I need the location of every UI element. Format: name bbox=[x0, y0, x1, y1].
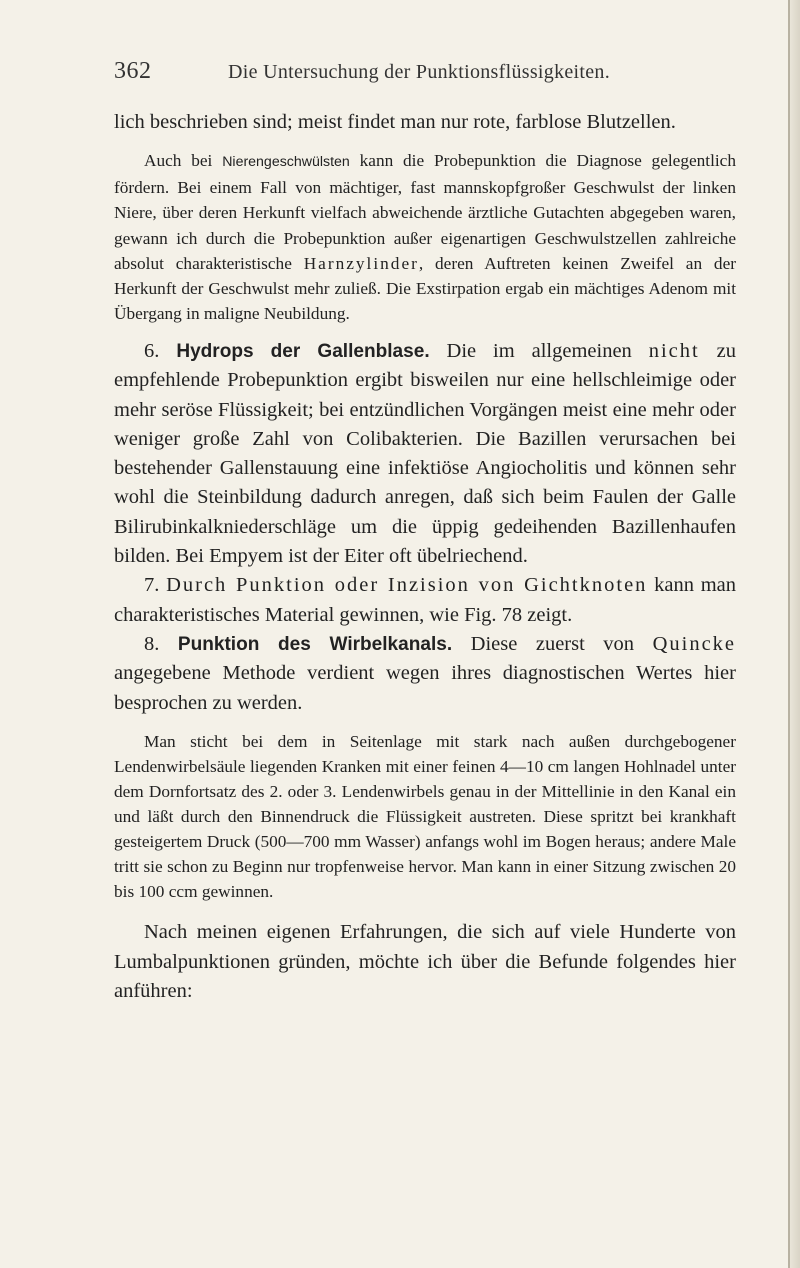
paragraph-text: Diese zuerst von bbox=[452, 632, 653, 655]
paragraph-nierengeschwuelste bbox=[114, 148, 736, 326]
page-number: 362 bbox=[114, 58, 152, 84]
page-edge-shadow bbox=[788, 0, 800, 1268]
paragraph-text: , deren Auftreten keinen Zweifel an der Herkunft der Geschwulst mehr zuließ. Die Exstirpation ergab ein mächtiges Adenom mit Übergang in maligne Neubildung. bbox=[114, 253, 736, 323]
paragraph-text: kann man charakteristisches Material gewinnen, wie Fig. 78 zeigt. bbox=[114, 574, 736, 626]
section-heading: Punktion des Wirbelkanals. bbox=[177, 633, 453, 655]
page-header bbox=[114, 58, 734, 85]
paragraph-text: Die im allgemeinen bbox=[429, 339, 649, 362]
section-6-gallenblase bbox=[114, 337, 736, 571]
paragraph-continuation: lich beschrieben sind; meist findet man nur rote, farblose Blutzellen. bbox=[114, 111, 676, 133]
paragraph-text: Auch bei bbox=[144, 151, 223, 171]
paragraph-erfahrungen: Nach meinen eigenen Erfahrungen, die sich auf viele Hunderte von Lumbalpunktionen gründen, möchte ich über die Befunde folgendes hier anführen: bbox=[114, 921, 736, 1003]
spaced-term-nicht: nicht bbox=[648, 339, 700, 362]
section-heading: Hydrops der Gallenblase. bbox=[176, 340, 430, 362]
body-text bbox=[114, 108, 736, 1006]
term-nierengeschwuelste: Nierengeschwülsten bbox=[222, 154, 350, 171]
section-number: 7. bbox=[144, 574, 167, 597]
spaced-heading: Durch Punktion oder Inzision von Gichtknoten bbox=[166, 574, 648, 597]
section-7-gichtknoten bbox=[114, 571, 736, 630]
section-number: 8. bbox=[144, 632, 178, 655]
running-title: Die Untersuchung der Punktionsflüssigkeiten. bbox=[228, 61, 611, 83]
section-8-wirbelkanal bbox=[114, 630, 736, 718]
paragraph-technik: Man sticht bei dem in Seitenlage mit stark nach außen durchgebogener Lendenwirbelsäule liegenden Kranken mit einer feinen 4—10 cm langen Hohlnadel unter dem Dornfortsatz des 2. oder 3. Lendenwirbels genau in der Mittellinie in den Kanal ein und läßt durch den Binnendruck die Flüssigkeit austreten. Diese spritzt bei krankhaft gesteigertem Druck (500—700 mm Wasser) anfangs wohl im Bogen heraus; andere Male tritt sie schon zu Beginn nur tropfenweise hervor. Man kann in einer Sitzung zwischen 20 bis 100 ccm gewinnen. bbox=[114, 731, 736, 902]
paragraph-text: kann die Probepunktion die Diagnose gelegentlich fördern. Bei einem Fall von mächtiger, fast mannskopfgroßer Geschwulst der linken Niere, über deren Herkunft vielfach abweichende ärztliche Gutachten abgegeben waren, gewann ich durch die Probepunktion außer eigenartigen Geschwulstzellen zahlreiche absolut charakteristische bbox=[114, 151, 736, 273]
spaced-name-quincke: Quincke bbox=[652, 632, 737, 655]
paragraph-text: angegebene Methode verdient wegen ihres diagnostischen Wertes hier besprochen zu werden. bbox=[114, 662, 736, 714]
paragraph-text: zu empfehlende Probepunktion ergibt bisweilen nur eine hellschleimige oder mehr seröse Flüssigkeit; bei entzündlichen Vorgängen meist eine mehr oder weniger große Zahl von Colibakterien. Die Bazillen verursachen bei bestehender Gallenstauung eine infektiöse Angiocholitis und können sehr wohl die Steinbildung dadurch anregen, daß sich beim Faulen der Galle Bilirubinkalkniederschläge um die üppig gedeihenden Bazillenhaufen bilden. Bei Empyem ist der Eiter oft übelriechend. bbox=[114, 339, 737, 568]
spaced-term-harnzylinder: Harnzylinder bbox=[303, 253, 419, 273]
section-number: 6. bbox=[144, 339, 177, 362]
